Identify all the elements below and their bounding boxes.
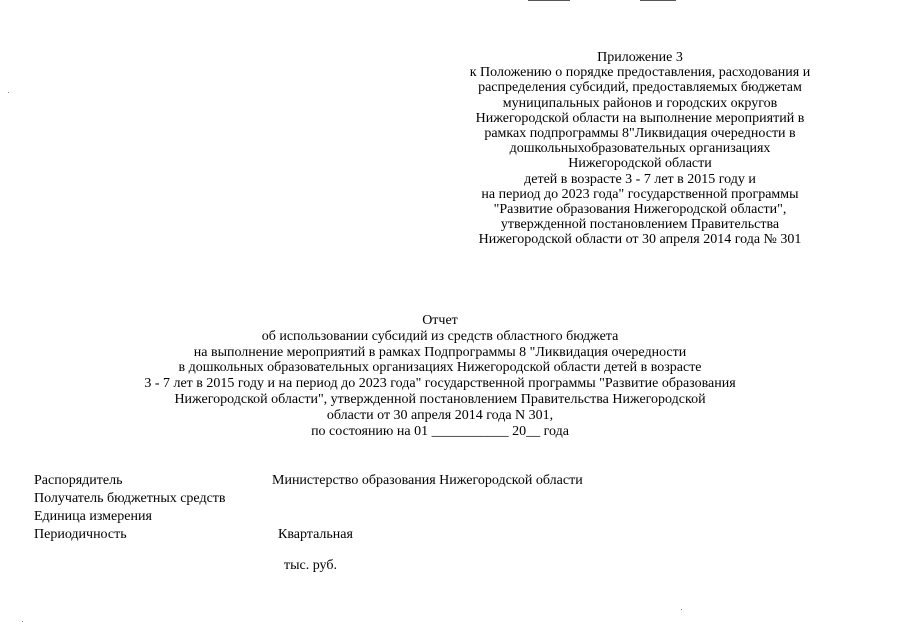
appendix-line: "Развитие образования Нижегородской области", [493, 202, 787, 218]
meta-label: Распорядитель [34, 473, 123, 488]
meta-label: Получатель бюджетных средств [34, 491, 226, 506]
appendix-line: детей в возрасте 3 - 7 лет в 2015 году и [524, 171, 756, 187]
meta-row-unit [34, 508, 854, 526]
appendix-line: распределения субсидий, предоставляемых бюджетам [478, 80, 802, 96]
appendix-line: Нижегородской области на выполнение мероприятий в [475, 110, 805, 126]
appendix-line: рамках подпрограммы 8"Ликвидация очередности в [484, 126, 796, 142]
report-line: области от 30 апреля 2014 года N 301, [326, 407, 554, 423]
appendix-line: к Положению о порядке предоставления, расходования и [469, 65, 811, 81]
report-line: на выполнение мероприятий в рамках Подпрограммы 8 "Ликвидация очередности [193, 344, 687, 360]
units-label: тыс. руб. [284, 558, 337, 573]
scan-artifact-line [640, 0, 676, 1]
report-line: Нижегородской области", утвержденной постановлением Правительства Нижегородской [174, 391, 706, 407]
report-meta [34, 472, 854, 544]
appendix-header [445, 50, 835, 248]
meta-row-administrator [34, 472, 854, 490]
scan-speck [8, 92, 9, 93]
appendix-line: на период до 2023 года" государственной программы [481, 186, 799, 202]
meta-value: Квартальная [278, 527, 353, 542]
report-line: 3 - 7 лет в 2015 году и на период до 2023 года" государственной программы "Развитие образования [144, 376, 736, 392]
meta-value: Министерство образования Нижегородской области [272, 473, 583, 488]
appendix-title: Приложение 3 [597, 50, 683, 65]
report-heading [60, 313, 820, 439]
scan-speck [681, 609, 682, 610]
scan-artifact-line [528, 0, 570, 1]
report-date-line: по состоянию на 01 ___________ 20__ года [311, 423, 569, 439]
report-line: в дошкольных образовательных организациях Нижегородской области детей в возрасте [178, 360, 702, 376]
report-title: Отчет [422, 313, 458, 328]
report-line: об использовании субсидий из средств областного бюджета [261, 328, 619, 344]
meta-row-periodicity [34, 526, 854, 544]
meta-label: Единица измерения [34, 509, 152, 524]
appendix-line: утвержденной постановлением Правительства [500, 217, 780, 233]
meta-row-recipient [34, 490, 854, 508]
scan-speck [22, 621, 23, 622]
appendix-line: дошкольныхобразовательных организациях [509, 141, 771, 157]
appendix-line: муниципальных районов и городских округов [502, 95, 778, 111]
appendix-line: Нижегородской области от 30 апреля 2014 года № 301 [478, 232, 802, 248]
meta-label: Периодичность [34, 527, 127, 542]
appendix-line: Нижегородской области [568, 156, 712, 172]
